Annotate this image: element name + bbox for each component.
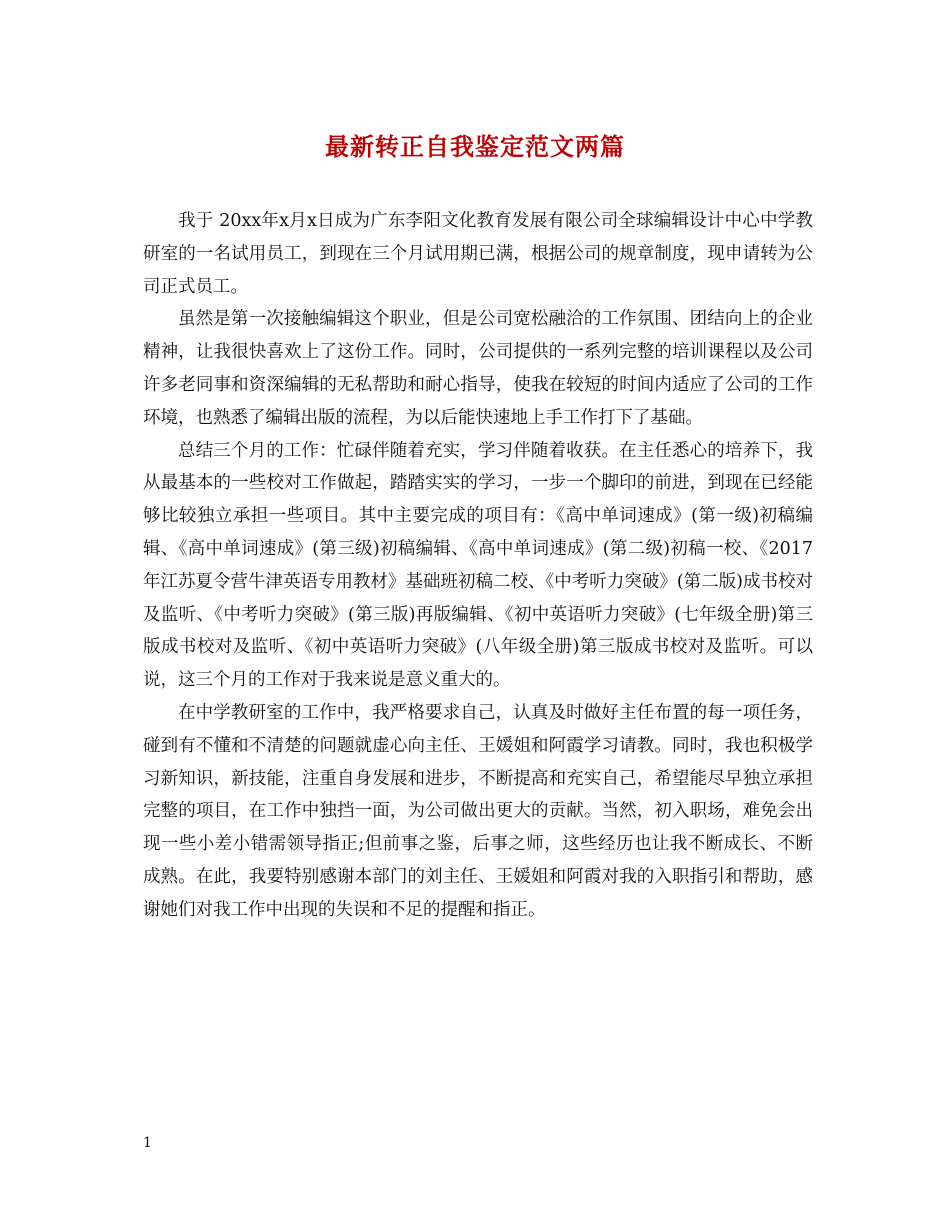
page-number: 1	[143, 1135, 152, 1151]
paragraph-probation-intro: 我于 20xx年x月x日成为广东李阳文化教育发展有限公司全球编辑设计中心中学教研室的一名试用员工，到现在三个月试用期已满，根据公司的规章制度，现申请转为公司正式员工。	[143, 211, 813, 297]
document-title: 最新转正自我鉴定范文两篇	[325, 132, 625, 161]
paragraph-self-evaluation: 在中学教研室的工作中，我严格要求自己，认真及时做好主任布置的每一项任务，碰到有不懂和不清楚的问题就虚心向主任、王媛姐和阿霞学习请教。同时，我也积极学习新知识，新技能，注重自身发展和进步，不断提高和充实自己，希望能尽早独立承担完整的项目，在工作中独挡一面，为公司做出更大的贡献。当然，初入职场，难免会出现一些小差小错需领导指正;但前事之鉴，后事之师，这些经历也让我不断成长、不断成熟。在此，我要特别感谢本部门的刘主任、王媛姐和阿霞对我的入职指引和帮助，感谢她们对我工作中出现的失误和不足的提醒和指正。	[143, 702, 813, 920]
document-body	[143, 205, 813, 927]
paragraph-work-environment: 虽然是第一次接触编辑这个职业，但是公司宽松融洽的工作氛围、团结向上的企业精神，让我很快喜欢上了这份工作。同时，公司提供的一系列完整的培训课程以及公司许多老同事和资深编辑的无私帮助和耐心指导，使我在较短的时间内适应了公司的工作环境，也熟悉了编辑出版的流程，为以后能快速地上手工作打下了基础。	[143, 309, 813, 428]
paragraph-work-summary: 总结三个月的工作：忙碌伴随着充实，学习伴随着收获。在主任悉心的培养下，我从最基本的一些校对工作做起，踏踏实实的学习，一步一个脚印的前进，到现在已经能够比较独立承担一些项目。其中主要完成的项目有：《高中单词速成》(第一级)初稿编辑、《高中单词速成》(第三级)初稿编辑、《高中单词速成》(第二级)初稿一校、《2017年江苏夏令营牛津英语专用教材》基础班初稿二校、《中考听力突破》(第二版)成书校对及监听、《中考听力突破》(第三版)再版编辑、《初中英语听力突破》(七年级全册)第三版成书校对及监听、《初中英语听力突破》(八年级全册)第三版成书校对及监听。可以说，这三个月的工作对于我来说是意义重大的。	[143, 440, 813, 691]
